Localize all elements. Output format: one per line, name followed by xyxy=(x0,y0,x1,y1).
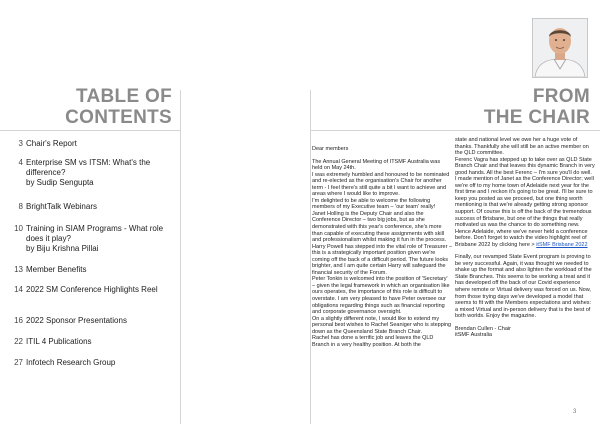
chair-column-2 xyxy=(455,137,595,339)
signature-org: itSMF Australia xyxy=(455,332,492,339)
toc-title-line2: CONTENTS xyxy=(65,107,172,128)
toc-item-title: Member Benefits xyxy=(26,265,87,274)
toc-page-number: 27 xyxy=(14,358,23,367)
toc-page-number: 22 xyxy=(14,337,23,346)
toc-title-line1: TABLE OF xyxy=(76,86,172,107)
toc-page-number: 10 xyxy=(14,224,23,233)
toc-page-number: 16 xyxy=(14,316,23,325)
toc-page-number: 4 xyxy=(18,158,23,167)
signature-name: Brendan Cullen - Chair xyxy=(455,325,511,332)
paragraph-with-link xyxy=(455,176,595,248)
toc-page-number: 13 xyxy=(14,265,23,274)
toc-item-title xyxy=(26,158,171,188)
brisbane-video-link[interactable]: itSMF Brisbane 2022 xyxy=(536,241,588,248)
paragraph: Harry Powell has stepped into the vital role of Treasurer – this is a strategically important position given we're coming off the back of a difficult period. The future looks brighter, and I am quite certain Harry will safeguard the financial security of the Forum. xyxy=(312,243,453,276)
toc-item-author: by Sudip Sengupta xyxy=(26,178,94,187)
toc-item-title-main: Enterprise SM vs ITSM: What's the difference? xyxy=(26,158,151,177)
toc-item-title: 2022 SM Conference Highlights Reel xyxy=(26,285,158,294)
toc-item-title xyxy=(26,224,171,254)
paragraph: Janet Holling is the Deputy Chair and also the Conference Director – two big jobs, but as she demonstrated with this year's conference, she's more than capable of executing these assignments with skill and professionalism whilst making it fun in the process. xyxy=(312,210,447,244)
center-divider-right xyxy=(310,90,311,424)
toc-item-title: ITIL 4 Publications xyxy=(26,337,92,346)
chair-column-1 xyxy=(312,146,452,348)
chair-title-line2: THE CHAIR xyxy=(483,107,590,128)
toc-item-title: BrightTalk Webinars xyxy=(26,202,97,211)
paragraph: Finally, our revamped State Event program is proving to be very successful. Again, it was thought we needed to shake up the format and also lighten the workload of the State Branches. This seems to be working a treat and it has developed off the back of our Covid experience where remote or Virtual delivery was forced on us. Now, from those trying days we've developed a model that seems to fit with the Members expectations and wishes: a mixed Virtual and in-person delivery that is the best of both worlds. Enjoy the magazine. xyxy=(455,254,592,320)
paragraph: The Annual General Meeting of ITSMF Australia was held on May 24th. xyxy=(312,158,441,172)
toc-item-title: Chair's Report xyxy=(26,139,77,148)
chair-title xyxy=(470,86,590,128)
paragraph: Peter Tonkin is welcomed into the position of 'Secretary' – given the legal framework in which an organisation like ours operates, the importance of this role is difficult to overstate. I am very pleased to have Peter oversee our obligations regarding things such as financial reporting and corporate governance oversight. xyxy=(312,276,450,316)
toc-item-title: 2022 Sponsor Presentations xyxy=(26,316,127,325)
toc-page-number: 3 xyxy=(18,139,23,148)
toc-item-title-main: Training in SIAM Programs - What role does it play? xyxy=(26,224,164,243)
toc-item-title: Infotech Research Group xyxy=(26,358,116,367)
chair-divider xyxy=(310,130,600,131)
toc-item-author: by Biju Krishna Pillai xyxy=(26,244,99,253)
page-number: 3 xyxy=(573,409,577,415)
chair-title-line1: FROM xyxy=(532,86,590,107)
paragraph-text: I made mention of Janet as the Conference Director; well we're off to my home town of Adelaide next year for the first time and I reckon it's going to be great. I'll be sure to keep you posted as we proceed, but one thing worth mentioning is that we're already getting strong sponsor support. Of course this is off the back of the tremendous success of Brisbane, but one of the things that really motivated us was the chance to do something new. Hence Adelaide, where we've never held a conference before. Don't forget to watch the video highlight reel of Brisbane 2022 by clicking here > xyxy=(455,176,594,248)
signature xyxy=(455,326,595,339)
paragraph: On a slightly different note, I would like to extend my personal best wishes to Rachel Seaniger who is stepping down as the Queensland State Branch Chair. xyxy=(312,315,452,335)
paragraph: state and national level we owe her a huge vote of thanks. Thankfully she will still be an active member on the QLD committee. xyxy=(455,137,589,157)
paragraph: I was extremely humbled and honoured to be nominated and re-elected as the organisation's Chair for another term - I feel there's still quite a bit I want to achieve and areas where I would like to improve. xyxy=(312,171,450,198)
greeting: Dear members xyxy=(312,146,349,152)
chair-portrait-photo xyxy=(532,18,588,78)
toc-page-number: 14 xyxy=(14,285,23,294)
center-divider xyxy=(180,90,181,424)
paragraph: I'm delighted to be able to welcome the following members of my Executive team – 'our team' really! xyxy=(312,197,436,211)
paragraph: Rachel has done a terrific job and leaves the QLD Branch in a very healthy position. At both the xyxy=(312,335,434,348)
toc-divider xyxy=(0,130,180,131)
toc-page-number: 8 xyxy=(18,202,23,211)
toc-title xyxy=(52,86,172,128)
paragraph: Ferenc Vagra has stepped up to take over as QLD State Branch Chair and that leaves this dynamic Branch in very good hands. All the best Ferenc – I'm sure you'll do well. xyxy=(455,156,595,176)
